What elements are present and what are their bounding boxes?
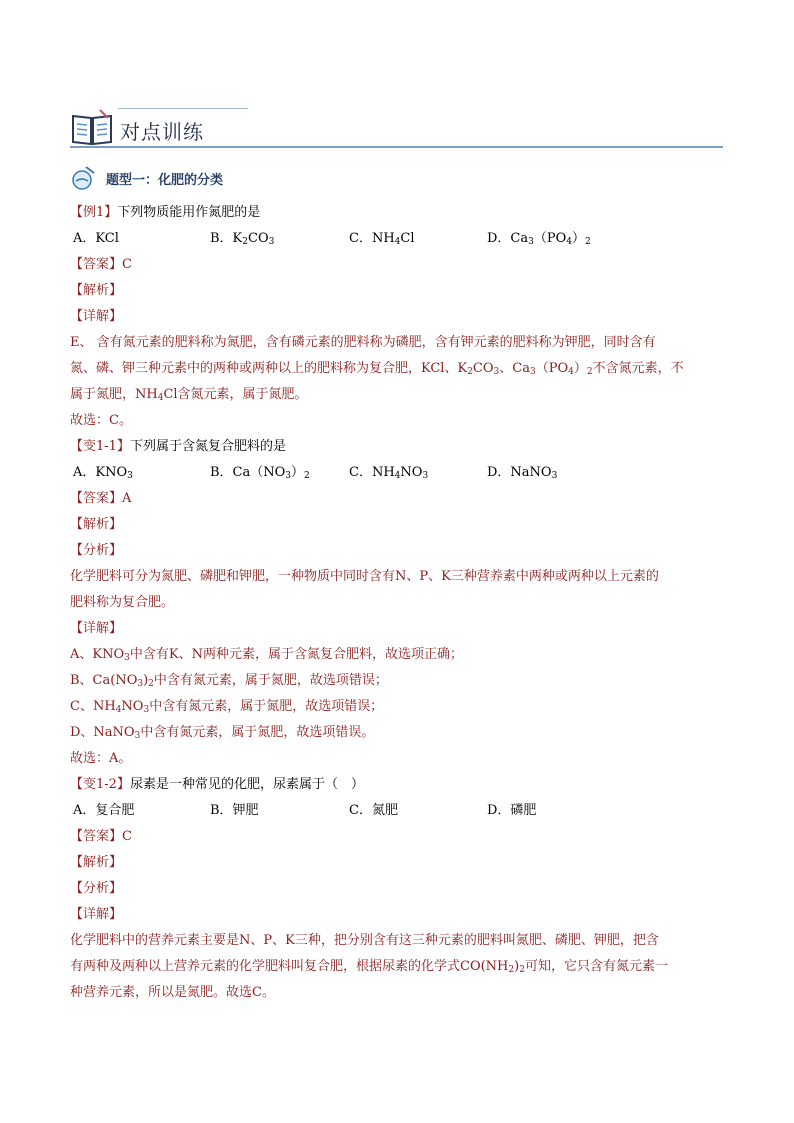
detail-text: D、NaNO$_3$中含有氮元素，属于氮肥，故选项错误。 [70, 725, 375, 741]
detail-text: A、$KNO_3$中含有K、N两种元素，属于含氮复合肥料，故选项正确； [70, 647, 463, 663]
analysis-subtag: 【分析】 [70, 881, 123, 896]
question-stem: 【变1-1】下列属于含氮复合肥料的是 [70, 439, 286, 454]
answer-line: 【答案】C [70, 829, 132, 844]
detail-text: B、$Ca(NO_3)_2$中含有氮元素，属于氮肥，故选项错误； [70, 673, 388, 689]
question-tag: 【变1-2】 [70, 777, 130, 792]
detail-text: E、 含有氮元素的肥料称为氮肥，含有磷元素的肥料称为磷肥，含有钾元素的肥料称为钾肥，同时含有 [70, 335, 656, 350]
option-b: B．$Ca(NO_3)_2$ [210, 465, 310, 481]
header-underline [70, 146, 723, 148]
header-top-rule [118, 108, 248, 109]
detail-tag: 【详解】 [70, 621, 123, 636]
detail-text: 有两种及两种以上营养元素的化学肥料叫复合肥，根据尿素的化学式$CO(NH_2)_2$可知，它只含有氮元素一 [70, 959, 668, 975]
question-tag: 【例1】 [70, 205, 118, 220]
question-type-label: 题型一：化肥的分类 [106, 173, 224, 188]
options-row [70, 460, 730, 486]
detail-tag: 【详解】 [70, 907, 123, 922]
detail-text: 氮、磷、钾三种元素中的两种或两种以上的肥料称为复合肥，KCl、$K_2CO_3$、$Ca_3(PO_4)_2$不含氮元素，不 [70, 361, 684, 377]
option-c: C．氮肥 [349, 803, 398, 818]
option-a: A．KCl [73, 231, 119, 246]
detail-tag: 【详解】 [70, 309, 123, 324]
question-tag: 【变1-1】 [70, 439, 130, 454]
open-book-icon [70, 108, 114, 146]
answer-line: 【答案】C [70, 257, 132, 272]
exercise-content [70, 200, 730, 1006]
question-stem: 【例1】下列物质能用作氮肥的是 [70, 205, 261, 220]
answer-line: 【答案】A [70, 491, 132, 506]
detail-text: C、$NH_4NO_3$中含有氮元素，属于氮肥，故选项错误； [70, 699, 384, 715]
analysis-tag: 【解析】 [70, 855, 123, 870]
question-type-heading [70, 165, 370, 191]
option-a: A．复合肥 [73, 803, 135, 818]
analysis-text: 肥料称为复合肥。 [70, 595, 175, 610]
analysis-text: 化学肥料可分为氮肥、磷肥和钾肥，一种物质中同时含有N、P、K三种营养素中两种或两种以上元素的 [70, 569, 659, 584]
option-b: B．$K_2CO_3$ [210, 231, 275, 247]
option-d: D．磷肥 [487, 803, 537, 818]
conclusion: 故选：C。 [70, 413, 132, 428]
detail-text: 化学肥料中的营养元素主要是N、P、K三种，把分别含有这三种元素的肥料叫氮肥、磷肥、钾肥，把含 [70, 933, 659, 948]
analysis-tag: 【解析】 [70, 517, 123, 532]
option-d: D．NaNO$_3$ [487, 465, 558, 481]
question-stem: 【变1-2】尿素是一种常见的化肥，尿素属于（ ） [70, 777, 364, 792]
options-row [70, 226, 730, 252]
analysis-tag: 【解析】 [70, 283, 123, 298]
flask-icon [70, 165, 98, 191]
option-a: A．$KNO_3$ [73, 465, 133, 481]
analysis-subtag: 【分析】 [70, 543, 123, 558]
page-title: 对点训练 [120, 120, 204, 144]
detail-text: 种营养元素，所以是氮肥。故选C。 [70, 985, 275, 1000]
section-header [70, 106, 723, 148]
option-c: C．$NH_4Cl$ [349, 231, 415, 247]
option-c: C．$NH_4NO_3$ [349, 465, 429, 481]
conclusion: 故选：A。 [70, 751, 132, 766]
options-row [70, 798, 730, 824]
option-d: D．$Ca_3(PO_4)_2$ [487, 231, 591, 247]
detail-text: 属于氮肥，$NH_4Cl$含氮元素，属于氮肥。 [70, 387, 308, 403]
option-b: B．钾肥 [210, 803, 259, 818]
